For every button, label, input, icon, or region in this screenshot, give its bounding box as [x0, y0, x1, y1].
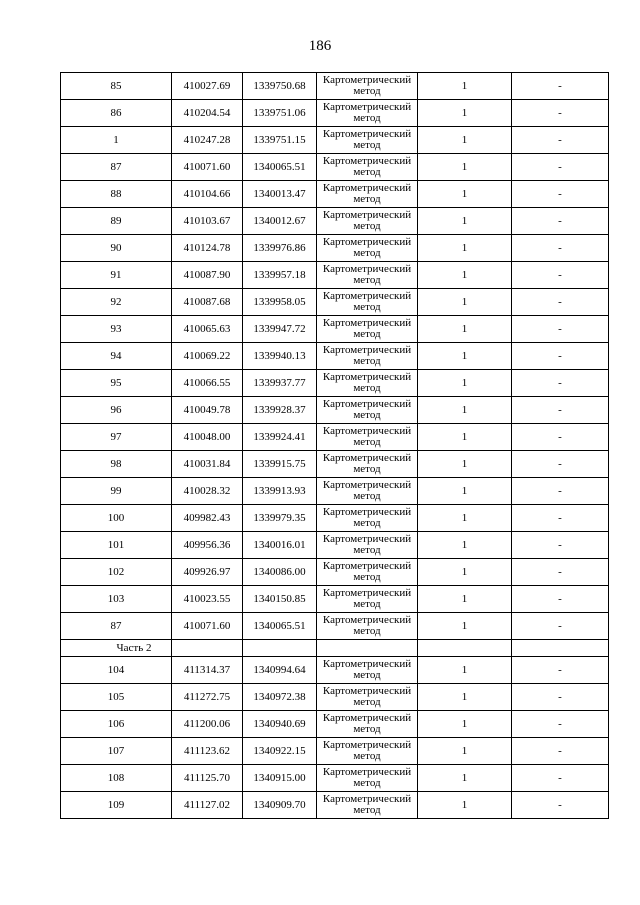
- note-cell: -: [512, 73, 609, 100]
- note-cell: -: [512, 154, 609, 181]
- table-row: [61, 657, 609, 684]
- y-coordinate-cell: 1339751.15: [243, 127, 317, 154]
- method-cell: Картометрический метод: [317, 505, 418, 532]
- method-cell: Картометрический метод: [317, 73, 418, 100]
- note-cell: -: [512, 532, 609, 559]
- accuracy-cell: 1: [418, 208, 512, 235]
- table-row: [61, 235, 609, 262]
- method-cell: Картометрический метод: [317, 586, 418, 613]
- note-cell: -: [512, 316, 609, 343]
- y-coordinate-cell: 1340065.51: [243, 154, 317, 181]
- table-row: [61, 316, 609, 343]
- table-row: [61, 100, 609, 127]
- accuracy-cell: 1: [418, 127, 512, 154]
- accuracy-cell: 1: [418, 343, 512, 370]
- x-coordinate-cell: 410104.66: [172, 181, 243, 208]
- x-coordinate-cell: 410066.55: [172, 370, 243, 397]
- y-coordinate-cell: 1339924.41: [243, 424, 317, 451]
- point-number-cell: 88: [61, 181, 172, 208]
- y-coordinate-cell: 1339979.35: [243, 505, 317, 532]
- method-cell: Картометрический метод: [317, 532, 418, 559]
- accuracy-cell: 1: [418, 586, 512, 613]
- table-row: [61, 765, 609, 792]
- accuracy-cell: 1: [418, 289, 512, 316]
- point-number-cell: 89: [61, 208, 172, 235]
- method-cell: Картометрический метод: [317, 424, 418, 451]
- note-cell: -: [512, 370, 609, 397]
- point-number-cell: 100: [61, 505, 172, 532]
- accuracy-cell: 1: [418, 792, 512, 819]
- point-number-cell: 99: [61, 478, 172, 505]
- table-row: [61, 424, 609, 451]
- y-coordinate-cell: 1340915.00: [243, 765, 317, 792]
- note-cell: -: [512, 586, 609, 613]
- x-coordinate-cell: 411314.37: [172, 657, 243, 684]
- method-cell: Картометрический метод: [317, 559, 418, 586]
- point-number-cell: 104: [61, 657, 172, 684]
- accuracy-cell: 1: [418, 316, 512, 343]
- note-cell: -: [512, 684, 609, 711]
- table-row: [61, 397, 609, 424]
- table-row: [61, 559, 609, 586]
- point-number-cell: 109: [61, 792, 172, 819]
- point-number-cell: 96: [61, 397, 172, 424]
- note-cell: -: [512, 657, 609, 684]
- table-body: [61, 73, 609, 819]
- note-cell: -: [512, 181, 609, 208]
- empty-cell: [418, 640, 512, 657]
- accuracy-cell: 1: [418, 370, 512, 397]
- method-cell: Картометрический метод: [317, 370, 418, 397]
- accuracy-cell: 1: [418, 100, 512, 127]
- table-row: [61, 451, 609, 478]
- x-coordinate-cell: 410103.67: [172, 208, 243, 235]
- accuracy-cell: 1: [418, 478, 512, 505]
- accuracy-cell: 1: [418, 154, 512, 181]
- method-cell: Картометрический метод: [317, 262, 418, 289]
- accuracy-cell: 1: [418, 657, 512, 684]
- note-cell: -: [512, 424, 609, 451]
- method-cell: Картометрический метод: [317, 738, 418, 765]
- method-cell: Картометрический метод: [317, 100, 418, 127]
- accuracy-cell: 1: [418, 559, 512, 586]
- point-number-cell: 93: [61, 316, 172, 343]
- table-row: [61, 738, 609, 765]
- table-row: [61, 613, 609, 640]
- x-coordinate-cell: 411272.75: [172, 684, 243, 711]
- y-coordinate-cell: 1339913.93: [243, 478, 317, 505]
- table-row: [61, 370, 609, 397]
- point-number-cell: 103: [61, 586, 172, 613]
- x-coordinate-cell: 411127.02: [172, 792, 243, 819]
- x-coordinate-cell: 409982.43: [172, 505, 243, 532]
- point-number-cell: 106: [61, 711, 172, 738]
- y-coordinate-cell: 1340922.15: [243, 738, 317, 765]
- x-coordinate-cell: 410124.78: [172, 235, 243, 262]
- part-label: Часть 2: [61, 640, 172, 657]
- y-coordinate-cell: 1340016.01: [243, 532, 317, 559]
- note-cell: -: [512, 127, 609, 154]
- note-cell: -: [512, 478, 609, 505]
- point-number-cell: 95: [61, 370, 172, 397]
- x-coordinate-cell: 410065.63: [172, 316, 243, 343]
- accuracy-cell: 1: [418, 738, 512, 765]
- note-cell: -: [512, 711, 609, 738]
- method-cell: Картометрический метод: [317, 613, 418, 640]
- table-row: [61, 208, 609, 235]
- note-cell: -: [512, 792, 609, 819]
- accuracy-cell: 1: [418, 532, 512, 559]
- y-coordinate-cell: 1340013.47: [243, 181, 317, 208]
- method-cell: Картометрический метод: [317, 711, 418, 738]
- empty-cell: [172, 640, 243, 657]
- y-coordinate-cell: 1339750.68: [243, 73, 317, 100]
- y-coordinate-cell: 1339947.72: [243, 316, 317, 343]
- accuracy-cell: 1: [418, 424, 512, 451]
- method-cell: Картометрический метод: [317, 154, 418, 181]
- note-cell: -: [512, 738, 609, 765]
- method-cell: Картометрический метод: [317, 684, 418, 711]
- table-row: [61, 586, 609, 613]
- method-cell: Картометрический метод: [317, 792, 418, 819]
- x-coordinate-cell: 410071.60: [172, 154, 243, 181]
- part-header-row: [61, 640, 609, 657]
- note-cell: -: [512, 100, 609, 127]
- y-coordinate-cell: 1340940.69: [243, 711, 317, 738]
- accuracy-cell: 1: [418, 505, 512, 532]
- accuracy-cell: 1: [418, 235, 512, 262]
- table-row: [61, 127, 609, 154]
- y-coordinate-cell: 1340994.64: [243, 657, 317, 684]
- x-coordinate-cell: 410023.55: [172, 586, 243, 613]
- table-row: [61, 478, 609, 505]
- accuracy-cell: 1: [418, 73, 512, 100]
- y-coordinate-cell: 1340086.00: [243, 559, 317, 586]
- y-coordinate-cell: 1340065.51: [243, 613, 317, 640]
- point-number-cell: 92: [61, 289, 172, 316]
- note-cell: -: [512, 765, 609, 792]
- accuracy-cell: 1: [418, 711, 512, 738]
- accuracy-cell: 1: [418, 181, 512, 208]
- y-coordinate-cell: 1340972.38: [243, 684, 317, 711]
- x-coordinate-cell: 411125.70: [172, 765, 243, 792]
- table-row: [61, 792, 609, 819]
- x-coordinate-cell: 410031.84: [172, 451, 243, 478]
- point-number-cell: 105: [61, 684, 172, 711]
- point-number-cell: 86: [61, 100, 172, 127]
- point-number-cell: 94: [61, 343, 172, 370]
- empty-cell: [243, 640, 317, 657]
- method-cell: Картометрический метод: [317, 289, 418, 316]
- point-number-cell: 85: [61, 73, 172, 100]
- point-number-cell: 102: [61, 559, 172, 586]
- empty-cell: [317, 640, 418, 657]
- y-coordinate-cell: 1340150.85: [243, 586, 317, 613]
- note-cell: -: [512, 208, 609, 235]
- note-cell: -: [512, 289, 609, 316]
- note-cell: -: [512, 451, 609, 478]
- table-row: [61, 505, 609, 532]
- method-cell: Картометрический метод: [317, 478, 418, 505]
- table-row: [61, 154, 609, 181]
- y-coordinate-cell: 1339958.05: [243, 289, 317, 316]
- table-row: [61, 532, 609, 559]
- point-number-cell: 87: [61, 154, 172, 181]
- method-cell: Картометрический метод: [317, 181, 418, 208]
- method-cell: Картометрический метод: [317, 343, 418, 370]
- x-coordinate-cell: 411123.62: [172, 738, 243, 765]
- x-coordinate-cell: 410247.28: [172, 127, 243, 154]
- y-coordinate-cell: 1339957.18: [243, 262, 317, 289]
- point-number-cell: 107: [61, 738, 172, 765]
- x-coordinate-cell: 410049.78: [172, 397, 243, 424]
- accuracy-cell: 1: [418, 684, 512, 711]
- y-coordinate-cell: 1340909.70: [243, 792, 317, 819]
- point-number-cell: 101: [61, 532, 172, 559]
- x-coordinate-cell: 410071.60: [172, 613, 243, 640]
- table-row: [61, 181, 609, 208]
- x-coordinate-cell: 411200.06: [172, 711, 243, 738]
- table-row: [61, 262, 609, 289]
- y-coordinate-cell: 1339940.13: [243, 343, 317, 370]
- x-coordinate-cell: 410069.22: [172, 343, 243, 370]
- method-cell: Картометрический метод: [317, 316, 418, 343]
- table-row: [61, 711, 609, 738]
- coordinates-table: [60, 72, 609, 819]
- note-cell: -: [512, 343, 609, 370]
- method-cell: Картометрический метод: [317, 208, 418, 235]
- point-number-cell: 108: [61, 765, 172, 792]
- point-number-cell: 87: [61, 613, 172, 640]
- x-coordinate-cell: 409926.97: [172, 559, 243, 586]
- point-number-cell: 90: [61, 235, 172, 262]
- table-row: [61, 289, 609, 316]
- x-coordinate-cell: 409956.36: [172, 532, 243, 559]
- y-coordinate-cell: 1340012.67: [243, 208, 317, 235]
- table-row: [61, 343, 609, 370]
- accuracy-cell: 1: [418, 397, 512, 424]
- x-coordinate-cell: 410048.00: [172, 424, 243, 451]
- y-coordinate-cell: 1339937.77: [243, 370, 317, 397]
- note-cell: -: [512, 505, 609, 532]
- x-coordinate-cell: 410087.90: [172, 262, 243, 289]
- x-coordinate-cell: 410204.54: [172, 100, 243, 127]
- method-cell: Картометрический метод: [317, 657, 418, 684]
- point-number-cell: 97: [61, 424, 172, 451]
- note-cell: -: [512, 262, 609, 289]
- method-cell: Картометрический метод: [317, 235, 418, 262]
- method-cell: Картометрический метод: [317, 127, 418, 154]
- accuracy-cell: 1: [418, 262, 512, 289]
- point-number-cell: 98: [61, 451, 172, 478]
- x-coordinate-cell: 410028.32: [172, 478, 243, 505]
- y-coordinate-cell: 1339751.06: [243, 100, 317, 127]
- note-cell: -: [512, 613, 609, 640]
- point-number-cell: 91: [61, 262, 172, 289]
- accuracy-cell: 1: [418, 613, 512, 640]
- method-cell: Картометрический метод: [317, 765, 418, 792]
- accuracy-cell: 1: [418, 765, 512, 792]
- y-coordinate-cell: 1339928.37: [243, 397, 317, 424]
- table-row: [61, 73, 609, 100]
- point-number-cell: 1: [61, 127, 172, 154]
- accuracy-cell: 1: [418, 451, 512, 478]
- x-coordinate-cell: 410087.68: [172, 289, 243, 316]
- empty-cell: [512, 640, 609, 657]
- note-cell: -: [512, 559, 609, 586]
- x-coordinate-cell: 410027.69: [172, 73, 243, 100]
- page-number: 186: [308, 38, 332, 54]
- table-row: [61, 684, 609, 711]
- note-cell: -: [512, 397, 609, 424]
- method-cell: Картометрический метод: [317, 397, 418, 424]
- y-coordinate-cell: 1339976.86: [243, 235, 317, 262]
- y-coordinate-cell: 1339915.75: [243, 451, 317, 478]
- note-cell: -: [512, 235, 609, 262]
- method-cell: Картометрический метод: [317, 451, 418, 478]
